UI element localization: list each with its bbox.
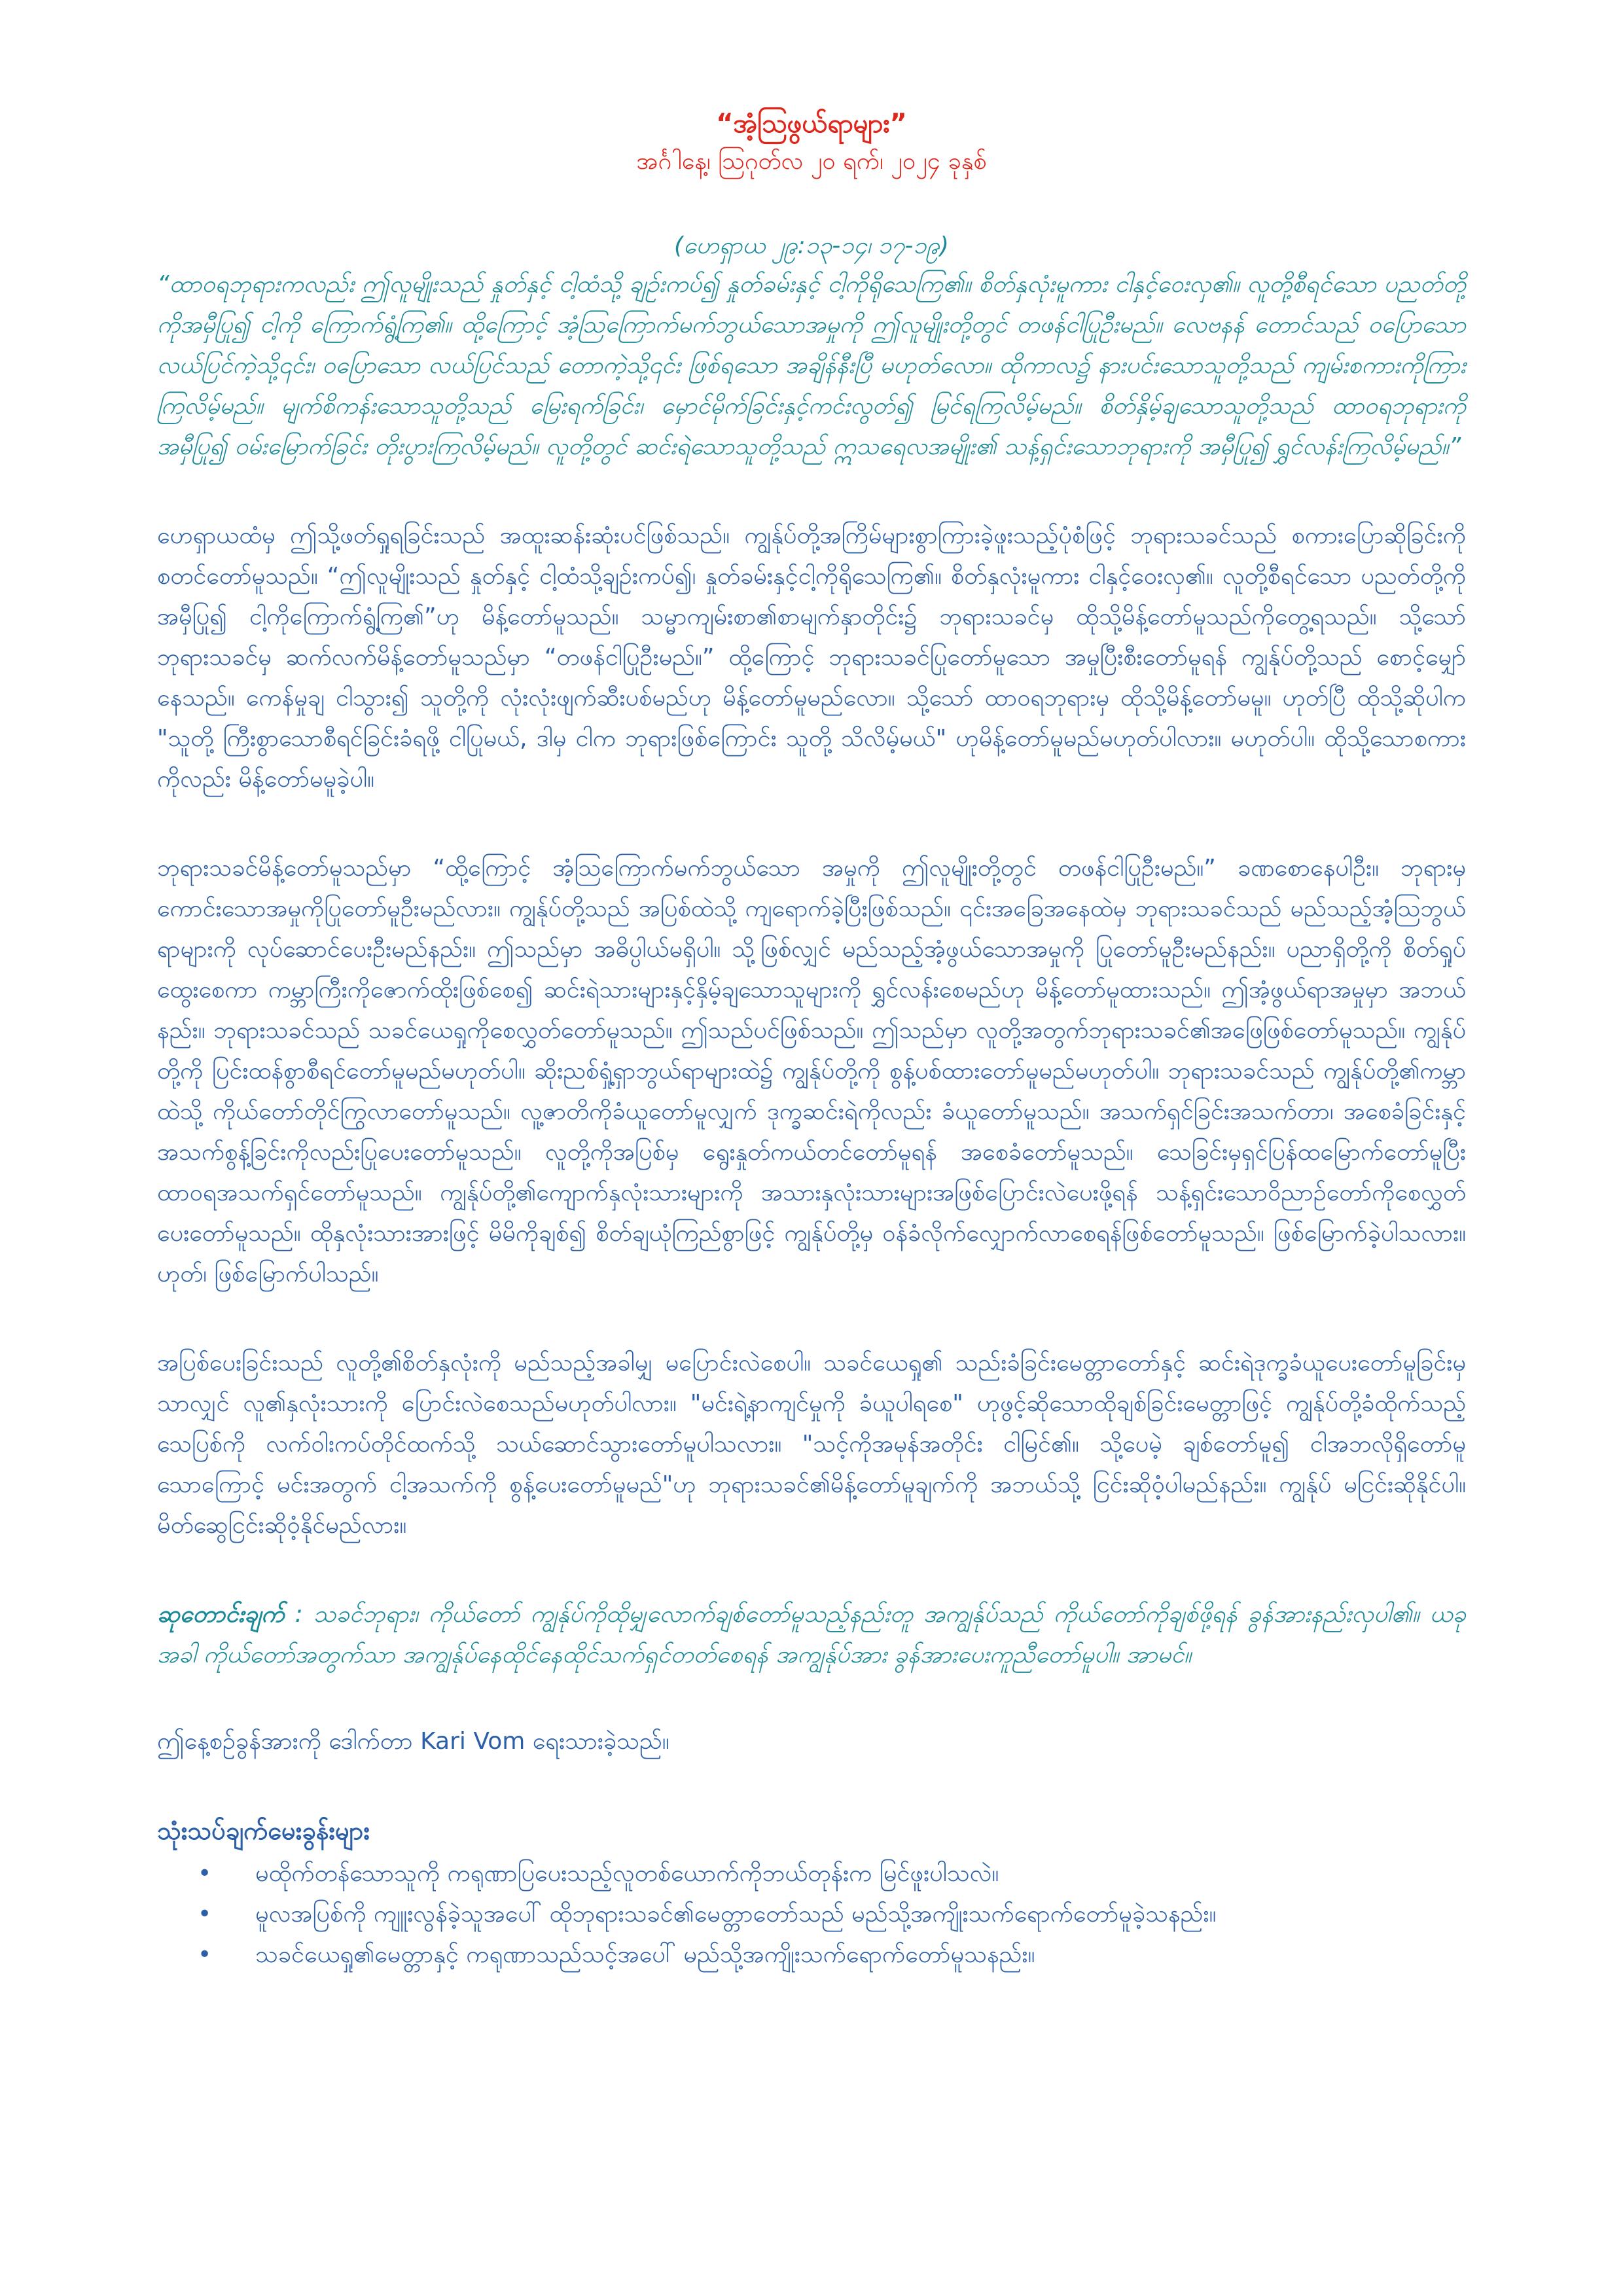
prayer-paragraph <box>157 1594 1466 1676</box>
discussion-item-1 <box>157 1854 1466 1894</box>
discussion-item-text: မထိုက်တန်သောသူကို ကရုဏာပြပေးသည့်လူတစ်ယောက်ကိုဘယ်တုန်းက မြင်ဖူးပါသလဲ။ <box>255 1860 999 1887</box>
body-paragraph-2: ဘုရားသခင်မိန့်တော်မူသည်မှာ “ထို့ကြောင့် အံ့သြကြောက်မက်ဘွယ်သော အမှုကို ဤလူမျိုးတို့တွင် တဖန်ငါပြုဦးမည်။” ခဏစောနေပါဦး။ ဘုရားမှကောင်းသောအမှုကိုပြုတော်မူဦးမည်လား။ ကျွန်ုပ်တို့သည် အပြစ်ထဲသို့ ကျရောက်ခဲ့ပြီးဖြစ်သည်။ ၎င်းအခြေအနေထဲမှ ဘုရားသခင်သည် မည်သည့်အံ့သြဘွယ်ရာများကို လုပ်ဆောင်ပေးဦးမည်နည်း။ ဤသည်မှာ အဓိပ္ပါယ်မရှိပါ။ သို့ဖြစ်လျှင် မည်သည့်အံ့ဖွယ်သောအမှုကို ပြုတော်မူဦးမည်နည်း။ ပညာရှိတို့ကို စိတ်ရှုပ်ထွေးစေကာ ကမ္ဘာကြီးကိုဇောက်ထိုးဖြစ်စေ၍ ဆင်းရဲသားများနှင့်နှိမ့်ချသောသူများကို ရွှင်လန်းစေမည်ဟု မိန့်တော်မူထားသည်။ ဤအံ့ဖွယ်ရာအမှုမှာ အဘယ်နည်း။ ဘုရားသခင်သည် သခင်ယေရှုကိုစေလွှတ်တော်မူသည်။ ဤသည်ပင်ဖြစ်သည်။ ဤသည်မှာ လူတို့အတွက်ဘုရားသခင်၏အဖြေဖြစ်တော်မူသည်။ ကျွန်ုပ်တို့ကို ပြင်းထန်စွာစီရင်တော်မူမည်မဟုတ်ပါ။ ဆိုးညစ်ရှုံ့ရှာဘွယ်ရာများထဲ၌ ကျွန်ုပ်တို့ကို စွန့်ပစ်ထားတော်မူမည်မဟုတ်ပါ။ ဘုရားသခင်သည် ကျွန်ုပ်တို့၏ကမ္ဘာထဲသို့ ကိုယ်တော်တိုင်ကြွလာတော်မူသည်။ လူ့ဇာတိကိုခံယူတော်မူလျှက် ဒုက္ခဆင်းရဲကိုလည်း ခံယူတော်မူသည်။ အသက်ရှင်ခြင်းအသက်တာ၊ အစေခံခြင်းနှင့်အသက်စွန့်ခြင်းကိုလည်းပြုပေးတော်မူသည်။ လူတို့ကိုအပြစ်မှ ရွေးနှုတ်ကယ်တင်တော်မူရန် အစေခံတော်မူသည်။ သေခြင်းမှရှင်ပြန်ထမြောက်တော်မူပြီး ထာဝရအသက်ရှင်တော်မူသည်။ ကျွန်ုပ်တို့၏ကျောက်နှလုံးသားများကို အသားနှလုံးသားများအဖြစ်ပြောင်းလဲပေးဖို့ရန် သန့်ရှင်းသောဝိညာဉ်တော်ကိုစေလွှတ်ပေးတော်မူသည်။ ထိုနှလုံးသားအားဖြင့် မိမိကိုချစ်၍ စိတ်ချယုံကြည်စွာဖြင့် ကျွန်ုပ်တို့မှ ဝန်ခံလိုက်လျှောက်လာစေရန်ဖြစ်တော်မူသည်။ ဖြစ်မြောက်ခဲ့ပါသလား။ ဟုတ်၊ ဖြစ်မြောက်ပါသည်။ <box>157 855 1467 1287</box>
author-credit: ဤနေ့စဉ်ခွန်အားကို ဒေါက်တာ Kari Vo‌m ရေးသားခဲ့သည်။ <box>157 1728 669 1755</box>
bullet-icon: • <box>198 1860 212 1887</box>
page-title: “အံ့သြဖွယ်ရာများ” <box>716 109 907 139</box>
scripture-text: “ထာဝရဘုရားကလည်း ဤလူမျိုးသည် နှုတ်နှင့် ငါ့ထံသို့ ချဉ်းကပ်၍ နှုတ်ခမ်းနှင့် ငါ့ကိုရိုသေကြ၏။ စိတ်နှလုံးမူကား ငါနှင့်ဝေးလှ၏။ လူတို့စီရင်သော ပညတ်တို့ကိုအမှီပြု၍ ငါ့ကို ကြောက်ရွံ့ကြ၏။ ထို့ကြောင့် အံ့သြကြောက်မက်ဘွယ်သောအမှုကို ဤလူမျိုးတို့တွင် တဖန်ငါပြုဦးမည်။ လေဗနန် တောင်သည် ဝပြောသော လယ်ပြင်ကဲ့သို့၎င်း၊ ဝပြောသော လယ်ပြင်သည် တောကဲ့သို့၎င်း ဖြစ်ရသော အချိန်နီးပြီ မဟုတ်လော။ ထိုကာလ၌ နားပင်းသောသူတို့သည် ကျမ်းစကားကိုကြားကြလိမ့်မည်။ မျက်စိကန်းသောသူတို့သည် မြေးရက်ခြင်း၊ မှောင်မိုက်ခြင်းနှင့်ကင်းလွတ်၍ မြင်ရကြလိမ့်မည်။ စိတ်နှိမ့်ချသောသူတို့သည် ထာဝရဘုရားကို အမှီပြု၍ ဝမ်းမြောက်ခြင်း တိုးပွားကြလိမ့်မည်။ လူတို့တွင် ဆင်းရဲသောသူတို့သည် ဣသရေလအမျိုး၏ သန့်ရှင်းသောဘုရားကို အမှီပြု၍ ရွှင်လန်းကြလိမ့်မည်။” <box>157 271 1466 460</box>
page-date: အင်္ဂါနေ့၊ ဩဂုတ်လ ၂၀ ရက်၊ ၂၀၂၄ ခုနှစ် <box>636 148 987 175</box>
discussion-item-text: မူလအပြစ်ကို ကျူးလွန်ခဲ့သူအပေါ် ထိုဘုရားသခင်၏မေတ္တာတော်သည် မည်သို့အကျိုးသက်ရောက်တော်မူခဲ့သနည်း။ <box>255 1901 1217 1928</box>
body-paragraph-1: ဟေရှာယထံမှ ဤသို့ဖတ်ရှုရခြင်းသည် အထူးဆန်းဆုံးပင်ဖြစ်သည်။ ကျွန်ုပ်တို့အကြိမ်များစွာကြားခဲ့ဖူးသည့်ပုံစံဖြင့် ဘုရားသခင်သည် စကားပြောဆိုခြင်းကို စတင်တော်မူသည်။ “ဤလူမျိုးသည် နှုတ်နှင့် ငါ့ထံသို့ချဉ်းကပ်၍၊ နှုတ်ခမ်းနှင့်ငါ့ကိုရိုသေကြ၏။ စိတ်နှလုံးမူကား ငါနှင့်ဝေးလှ၏။ လူတို့စီရင်သော ပညတ်တို့ကိုအမှီပြု၍ ငါ့ကိုကြောက်ရွံ့ကြ၏”ဟု မိန့်တော်မူသည်။ သမ္မာကျမ်းစာ၏စာမျက်နှာတိုင်း၌ ဘုရားသခင်မှ ထိုသို့မိန့်တော်မူသည်ကိုတွေ့ရသည်။ သို့သော် ဘုရားသခင်မှ ဆက်လက်မိန့်တော်မူသည်မှာ “တဖန်ငါပြုဦးမည်။” ထို့ကြောင့် ဘုရားသခင်ပြုတော်မူသော အမှုပြီးစီးတော်မူရန် ကျွန်ုပ်တို့သည် စောင့်မျှော်နေသည်။ ကေန်မှုချ ငါသွား၍ သူတို့ကို လုံးလုံးဖျက်ဆီးပစ်မည်ဟု မိန့်တော်မူမည်လော။ သို့သော် ထာဝရဘုရားမှ ထိုသို့မိန့်တော်မမူ။ ဟုတ်ပြီ ထိုသို့ဆိုပါက "သူတို့ ကြီးစွာသောစီရင်ခြင်းခံရဖို့ ငါပြုမယ်, ဒါမှ ငါက ဘုရားဖြစ်ကြောင်း သူတို့ သိလိမ့်မယ်" ဟုမိန့်တော်မူမည်မဟုတ်ပါလား။ မဟုတ်ပါ။ ထိုသို့သောစကားကိုလည်း မိန့်တော်မမူခဲ့ပါ။ <box>157 522 1466 793</box>
prayer-text: : သခင်ဘုရား၊ ကိုယ်တော် ကျွန်ုပ်ကိုထိုမျှလောက်ချစ်တော်မူသည့်နည်းတူ အကျွန်ုပ်သည် ကိုယ်တော်ကိုချစ်ဖို့ရန် ခွန်အားနည်းလှပါ၏။ ယခုအခါ ကိုယ်တော်အတွက်သာ အကျွန်ုပ်နေထိုင်နေထိုင်သက်ရှင်တတ်စေရန် အကျွန်ုပ်အား ခွန်အားပေးကူညီတော်မူပါ။ အာမင်။ <box>157 1601 1466 1668</box>
prayer-label: ဆုတောင်းချက် <box>157 1601 285 1628</box>
discussion-list <box>157 1854 1466 1975</box>
discussion-item-2 <box>157 1894 1466 1935</box>
body-paragraph-3: အပြစ်ပေးခြင်းသည် လူတို့၏စိတ်နှလုံးကို မည်သည့်အခါမျှ မပြောင်းလဲစေပါ။ သခင်ယေရှု၏ သည်းခံခြင်းမေတ္တာတော်နှင့် ဆင်းရဲဒုက္ခခံယူပေးတော်မူခြင်းမှသာလျှင် လူ၏နှလုံးသားကို ပြောင်းလဲစေသည်မဟုတ်ပါလား။ "မင်းရဲ့နာကျင်မှုကို ခံယူပါရစေ" ဟုဖွင့်ဆိုသောထိုချစ်ခြင်းမေတ္တာဖြင့် ကျွန်ုပ်တို့ခံထိုက်သည့် သေပြစ်ကို လက်ဝါးကပ်တိုင်ထက်သို့ သယ်ဆောင်သွားတော်မူပါသလား။ "သင့်ကိုအမုန်အတိုင်း ငါမြင်၏။ သို့ပေမဲ့ ချစ်တော်မူ၍ ငါအဘလိုရှိတော်မူသောကြောင့် မင်းအတွက် ငါ့အသက်ကို စွန့်ပေးတော်မူမည်"ဟု ဘုရားသခင်၏မိန့်တော်မူချက်ကို အဘယ်သို့ ငြင်းဆိုဝံ့ပါမည်နည်း။ ကျွန်ုပ် မငြင်းဆိုနိုင်ပါ။ မိတ်ဆွေငြင်းဆိုဝံ့နိုင်မည်လား။ <box>157 1350 1466 1539</box>
bullet-icon: • <box>198 1901 212 1928</box>
bullet-icon: • <box>198 1941 212 1968</box>
discussion-item-text: သခင်ယေရှု၏မေတ္တာနှင့် ကရုဏာသည်သင့်အပေါ် မည်သို့အကျိုးသက်ရောက်တော်မူသနည်း။ <box>255 1941 1035 1968</box>
scripture-reference: (ဟေရှာယ ၂၉:၁၃-၁၄၊ ၁၇-၁၉) <box>674 232 949 259</box>
discussion-heading: သုံးသပ်ချက်မေးခွန်းများ <box>157 1816 370 1845</box>
discussion-item-3 <box>157 1935 1466 1975</box>
